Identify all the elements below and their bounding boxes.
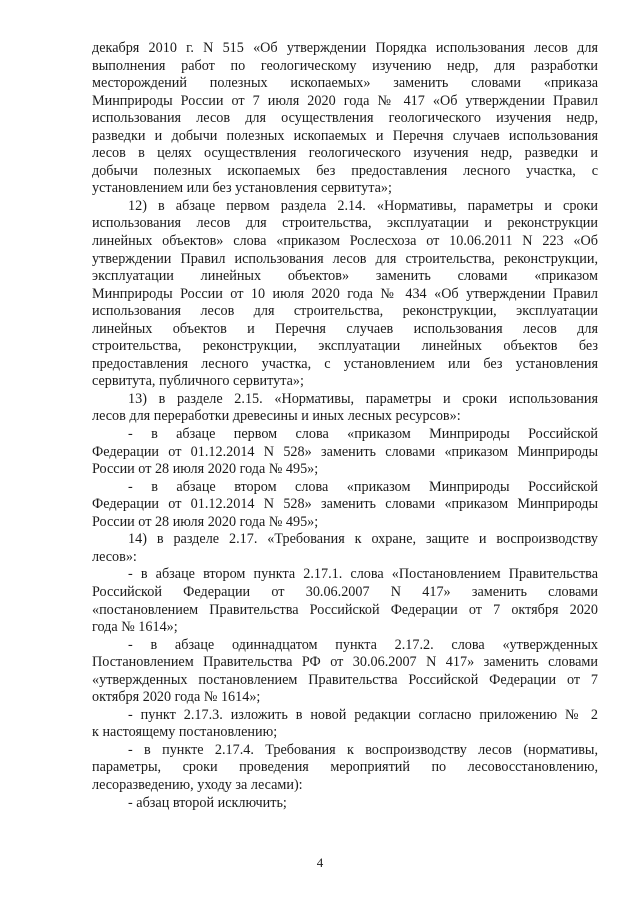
text-line: лесоразведению, уходу за лесами):: [92, 776, 303, 793]
text-line: России от 28 июля 2020 года № 495»;: [92, 513, 319, 530]
text-line: параметры, сроки проведения мероприятий по лесовосстановлению,: [92, 759, 598, 776]
text-line: к настоящему постановлению;: [92, 724, 278, 741]
text-line: лесов в целях осуществления геологического изучения недр, разведки и: [92, 145, 598, 162]
paragraph-dash-item: [92, 707, 598, 742]
text-line: 14) в разделе 2.17. «Требования к охране, защите и воспроизводству: [128, 531, 598, 548]
text-line: - в абзаце одиннадцатом пункта 2.17.2. слова «утвержденных: [128, 636, 598, 653]
text-line: - в абзаце первом слова «приказом Минприроды Российской: [128, 426, 598, 443]
text-line: использования лесов для осуществления геологического изучения недр,: [92, 110, 598, 127]
paragraph-dash-item: [92, 742, 598, 795]
text-line: линейных объектов» слова «приказом Рослесхоза от 10.06.2011 N 223 «Об: [92, 233, 598, 250]
text-line: - в пункте 2.17.4. Требования к воспроизводству лесов (нормативы,: [128, 741, 598, 758]
text-line: Минприроды России от 7 июля 2020 года № 417 «Об утверждении Правил: [92, 92, 598, 109]
text-line: Российской Федерации от 30.06.2007 N 417» заменить словами: [92, 583, 598, 600]
text-line: года № 1614»;: [92, 619, 178, 636]
text-line: утверждении Правил использования лесов для строительства, реконструкции,: [92, 250, 598, 267]
text-line: России от 28 июля 2020 года № 495»;: [92, 461, 319, 478]
text-line: месторождений полезных ископаемых» заменить словами «приказа: [92, 75, 598, 92]
text-line: - в абзаце втором слова «приказом Минприроды Российской: [128, 478, 598, 495]
text-line: эксплуатации линейных объектов» заменить словами «приказом: [92, 268, 598, 285]
paragraph-dash-item: [92, 566, 598, 636]
paragraph-continuation: [92, 40, 598, 198]
text-line: выполнения работ по геологическому изучению недр, для разработки: [92, 57, 598, 74]
text-line: Федерации от 01.12.2014 N 528» заменить словами «приказом Минприроды: [92, 496, 598, 513]
page-number: 4: [316, 855, 324, 870]
paragraph-dash-item: [92, 426, 598, 479]
paragraph-dash-item: [92, 637, 598, 707]
paragraph-item-14: [92, 531, 598, 566]
paragraph-dash-item: [92, 479, 598, 532]
text-line: предоставления лесного участка, с установлением или без установления: [92, 355, 598, 372]
paragraph-item-13: [92, 391, 598, 426]
text-line: октября 2020 года № 1614»;: [92, 689, 261, 706]
text-line: - абзац второй исключить;: [128, 794, 287, 811]
text-line: установлением или без установления сервитута»;: [92, 180, 392, 197]
text-line: сервитута, публичного сервитута»;: [92, 373, 304, 390]
text-line: использования лесов для строительства, эксплуатации и реконструкции: [92, 215, 598, 232]
text-line: добычи полезных ископаемых без предоставления лесного участка, с: [92, 162, 598, 179]
text-line: 13) в разделе 2.15. «Нормативы, параметры и сроки использования: [128, 390, 598, 407]
text-line: - пункт 2.17.3. изложить в новой редакции согласно приложению № 2: [128, 706, 598, 723]
paragraph-item-12: [92, 198, 598, 391]
text-line: «утвержденных постановлением Правительства Российской Федерации от 7: [92, 671, 598, 688]
document-body: [92, 40, 598, 812]
text-line: декабря 2010 г. N 515 «Об утверждении Порядка использования лесов для: [92, 40, 598, 56]
text-line: Федерации от 01.12.2014 N 528» заменить словами «приказом Минприроды: [92, 443, 598, 460]
paragraph-dash-item: [92, 795, 598, 813]
text-line: «постановлением Правительства Российской Федерации от 7 октября 2020: [92, 601, 598, 618]
text-line: Минприроды России от 10 июля 2020 года № 434 «Об утверждении Правил: [92, 285, 598, 302]
text-line: лесов»:: [92, 548, 137, 565]
text-line: использования лесов для строительства, реконструкции, эксплуатации: [92, 303, 598, 320]
text-line: - в абзаце втором пункта 2.17.1. слова «Постановлением Правительства: [128, 566, 598, 583]
text-line: строительства, реконструкции, эксплуатации линейных объектов без: [92, 338, 598, 355]
text-line: разведки и добычи полезных ископаемых и Перечня случаев использования: [92, 127, 598, 144]
text-line: линейных объектов и Перечня случаев использования лесов для: [92, 320, 598, 337]
text-line: 12) в абзаце первом раздела 2.14. «Нормативы, параметры и сроки: [128, 197, 598, 214]
text-line: лесов для переработки древесины и иных лесных ресурсов»:: [92, 408, 461, 425]
text-line: Постановлением Правительства РФ от 30.06.2007 N 417» заменить словами: [92, 654, 598, 671]
